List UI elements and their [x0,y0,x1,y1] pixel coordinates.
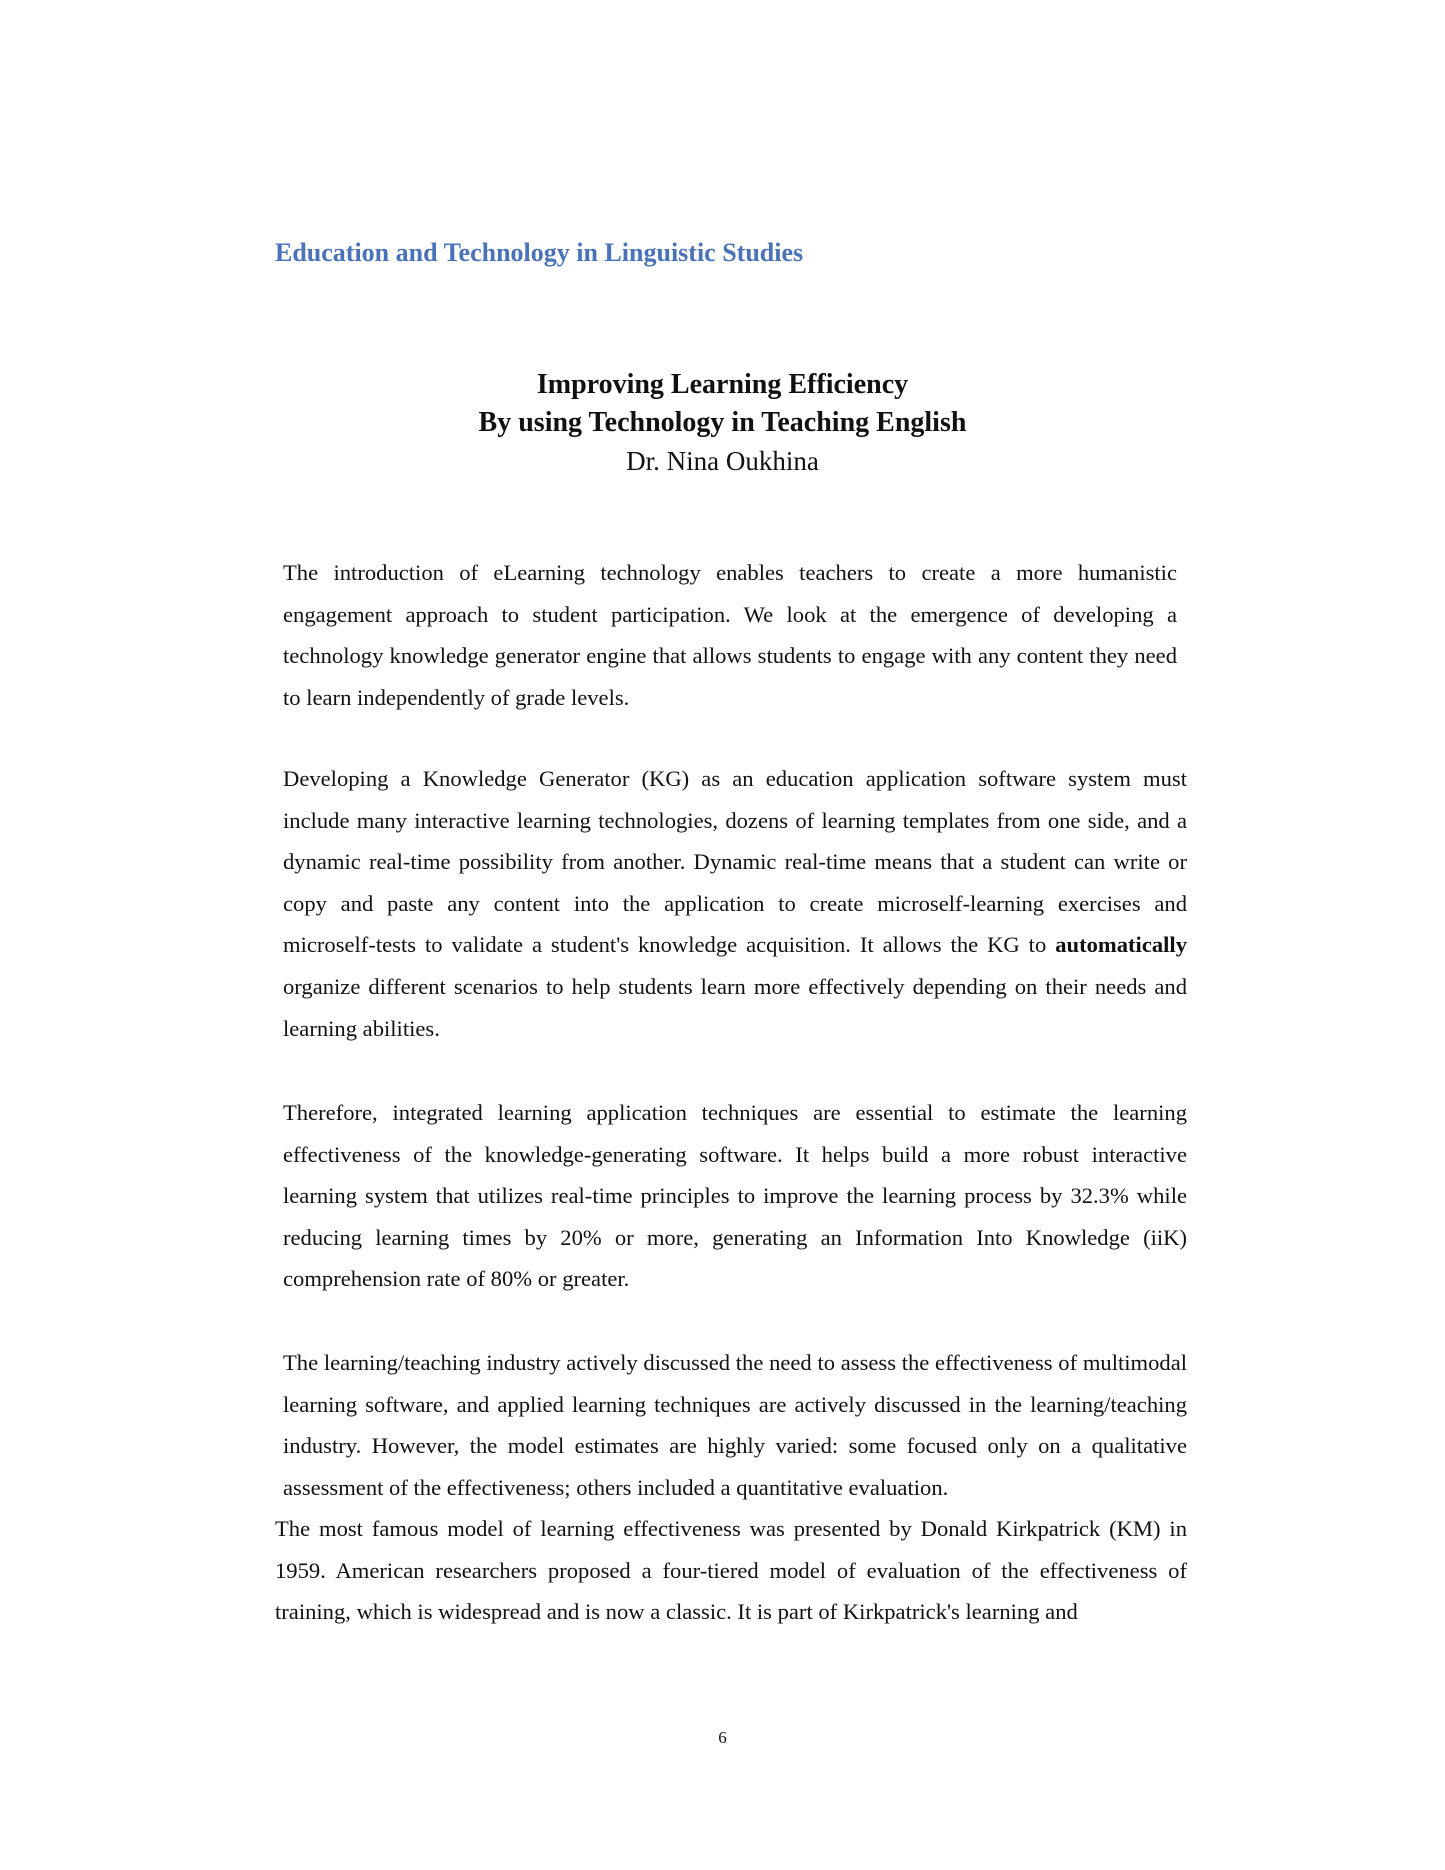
article-title-line-2: By using Technology in Teaching English [478,407,967,438]
paragraph-2-bold-word: automatically [1055,932,1187,958]
paragraph-5: The most famous model of learning effectiveness was presented by Donald Kirkpatrick (KM) in 1959. American researchers proposed a four-tiered model of evaluation of the effectiveness of training, which is widespread and is now a classic. It is part of Kirkpatrick's learning and [275,1516,1187,1625]
paragraph-2-text-a: Developing a Knowledge Generator (KG) as an education application software system must include many interactive learning technologies, dozens of learning templates from one side, and a dynamic real-time possibility from another. Dynamic real-time means that a student can write or copy and paste any content into the application to create microself-learning exercises and microself-tests to validate a student's knowledge acquisition. It allows the KG to [283,766,1187,958]
section-heading: Education and Technology in Linguistic Studies [275,238,804,267]
paragraph-4: The learning/teaching industry actively discussed the need to assess the effectiveness of multimodal learning software, and applied learning techniques are actively discussed in the learning/teaching industry. However, the model estimates are highly varied: some focused only on a qualitative assessment of the effectiveness; others included a quantitative evaluation. [283,1350,1187,1500]
paragraph-1: The introduction of eLearning technology enables teachers to create a more humanistic engagement approach to student participation. We look at the emergence of developing a technology knowledge generator engine that allows students to engage with any content they need to learn independently of grade levels. [283,560,1177,710]
article-title-line-1: Improving Learning Efficiency [536,369,909,400]
paragraph-3: Therefore, integrated learning application techniques are essential to estimate the learning effectiveness of the knowledge-generating software. It helps build a more robust interactive learning system that utilizes real-time principles to improve the learning process by 32.3% while reducing learning times by 20% or more, generating an Information Into Knowledge (iiK) comprehension rate of 80% or greater. [283,1100,1187,1292]
article-author: Dr. Nina Oukhina [626,446,819,476]
page-number: 6 [718,1728,727,1747]
article-title-block [0,366,1445,480]
paragraph-2-text-b: organize different scenarios to help students learn more effectively depending on their needs and learning abilities. [283,973,1187,1041]
paragraph-2 [283,758,1187,1049]
